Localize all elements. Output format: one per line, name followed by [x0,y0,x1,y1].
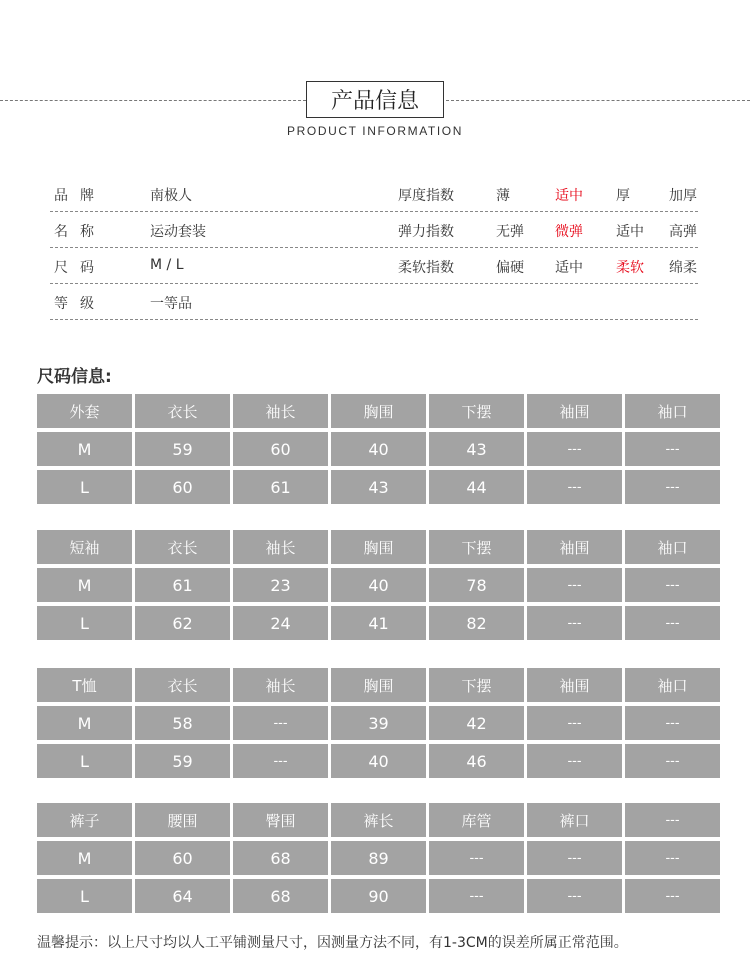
size-value-cell: 68 [233,879,328,913]
info-value: 运动套装 [150,224,206,240]
size-header-cell: 袖围 [527,394,622,428]
size-value-cell: 60 [135,470,230,504]
size-header-cell: 外套 [37,394,132,428]
size-header-cell: 袖围 [527,530,622,564]
info-option: 适中 [555,260,583,276]
size-value-cell: 44 [429,470,524,504]
size-value-cell: --- [625,606,720,640]
size-table-short-sleeve [37,530,722,640]
info-option: 柔软 [616,260,644,276]
size-header-cell: 袖长 [233,394,328,428]
section-title: 产品信息 [306,81,444,118]
size-value-cell: M [37,841,132,875]
size-value-cell: M [37,432,132,466]
info-option: 薄 [496,188,510,204]
info-option: 厚 [616,188,630,204]
size-value-cell: 90 [331,879,426,913]
size-header-cell: 胸围 [331,530,426,564]
size-value-cell: --- [527,568,622,602]
header-divider-right [446,100,750,101]
size-value-cell: 59 [135,432,230,466]
size-header-cell: 库管 [429,803,524,837]
size-value-cell: 40 [331,744,426,778]
size-header-cell: 袖长 [233,668,328,702]
info-option: 偏硬 [496,260,524,276]
size-value-cell: 60 [233,432,328,466]
info-label: 尺码 [54,260,106,276]
size-value-cell: 89 [331,841,426,875]
size-value-cell: L [37,879,132,913]
size-header-cell: 臀围 [233,803,328,837]
size-value-cell: --- [625,841,720,875]
size-value-cell: 60 [135,841,230,875]
info-value: 南极人 [150,188,192,204]
size-table-jacket [37,394,722,504]
size-value-cell: 62 [135,606,230,640]
size-value-cell: 42 [429,706,524,740]
info-value: 一等品 [150,296,192,312]
size-value-cell: --- [233,706,328,740]
size-value-cell: M [37,568,132,602]
size-value-cell: 64 [135,879,230,913]
size-value-cell: 78 [429,568,524,602]
size-value-cell: --- [527,470,622,504]
size-value-cell: --- [625,432,720,466]
info-option: 高弹 [669,224,697,240]
size-value-cell: --- [625,744,720,778]
size-header-cell: 胸围 [331,668,426,702]
size-value-cell: 61 [135,568,230,602]
info-option: 适中 [616,224,644,240]
size-header-cell: --- [625,803,720,837]
size-header-cell: 裤长 [331,803,426,837]
size-info-title: 尺码信息: [37,367,112,387]
size-value-cell: 43 [331,470,426,504]
size-value-cell: --- [429,841,524,875]
size-header-cell: 下摆 [429,530,524,564]
size-value-cell: M [37,706,132,740]
info-value: M / L [150,257,184,273]
info-label: 等级 [54,296,106,312]
size-value-cell: --- [625,879,720,913]
size-value-cell: 61 [233,470,328,504]
size-value-cell: --- [233,744,328,778]
size-header-cell: 下摆 [429,668,524,702]
size-table-tshirt [37,668,722,778]
size-value-cell: --- [625,706,720,740]
info-index-label: 柔软指数 [398,260,454,276]
info-row-name [50,212,698,248]
size-header-cell: 短袖 [37,530,132,564]
size-value-cell: --- [527,606,622,640]
size-table-pants [37,803,722,913]
size-header-cell: 袖口 [625,530,720,564]
size-header-cell: 袖围 [527,668,622,702]
size-header-cell: 衣长 [135,530,230,564]
size-value-cell: 41 [331,606,426,640]
size-value-cell: 68 [233,841,328,875]
info-option: 加厚 [669,188,697,204]
size-value-cell: 58 [135,706,230,740]
measurement-note: 温馨提示：以上尺寸均以人工平铺测量尺寸，因测量方法不同，有1-3CM的误差所属正常范围。 [37,935,628,951]
info-option: 绵柔 [669,260,697,276]
info-label: 品牌 [54,188,106,204]
size-value-cell: 39 [331,706,426,740]
size-header-cell: 袖长 [233,530,328,564]
size-header-cell: 胸围 [331,394,426,428]
size-value-cell: --- [625,470,720,504]
size-value-cell: 24 [233,606,328,640]
info-row-grade [50,284,698,320]
section-subtitle: PRODUCT INFORMATION [287,124,463,138]
info-option: 微弹 [555,224,583,240]
size-value-cell: --- [527,706,622,740]
size-value-cell: --- [527,841,622,875]
info-option: 适中 [555,188,583,204]
info-index-label: 弹力指数 [398,224,454,240]
size-value-cell: L [37,744,132,778]
size-header-cell: 袖口 [625,394,720,428]
info-option: 无弹 [496,224,524,240]
info-row-size [50,248,698,284]
size-value-cell: --- [527,744,622,778]
size-header-cell: 下摆 [429,394,524,428]
size-value-cell: 40 [331,432,426,466]
size-header-cell: 裤子 [37,803,132,837]
size-header-cell: 袖口 [625,668,720,702]
info-label: 名称 [54,224,106,240]
size-value-cell: L [37,606,132,640]
size-value-cell: --- [625,568,720,602]
size-value-cell: 40 [331,568,426,602]
size-value-cell: 59 [135,744,230,778]
size-header-cell: 衣长 [135,394,230,428]
size-value-cell: --- [429,879,524,913]
size-value-cell: 82 [429,606,524,640]
header-divider-left [0,100,306,101]
product-info-table [50,176,698,320]
info-index-label: 厚度指数 [398,188,454,204]
size-value-cell: 23 [233,568,328,602]
size-value-cell: L [37,470,132,504]
size-header-cell: T恤 [37,668,132,702]
size-header-cell: 裤口 [527,803,622,837]
size-header-cell: 腰围 [135,803,230,837]
size-value-cell: 46 [429,744,524,778]
size-header-cell: 衣长 [135,668,230,702]
size-value-cell: 43 [429,432,524,466]
size-value-cell: --- [527,879,622,913]
info-row-brand [50,176,698,212]
size-value-cell: --- [527,432,622,466]
